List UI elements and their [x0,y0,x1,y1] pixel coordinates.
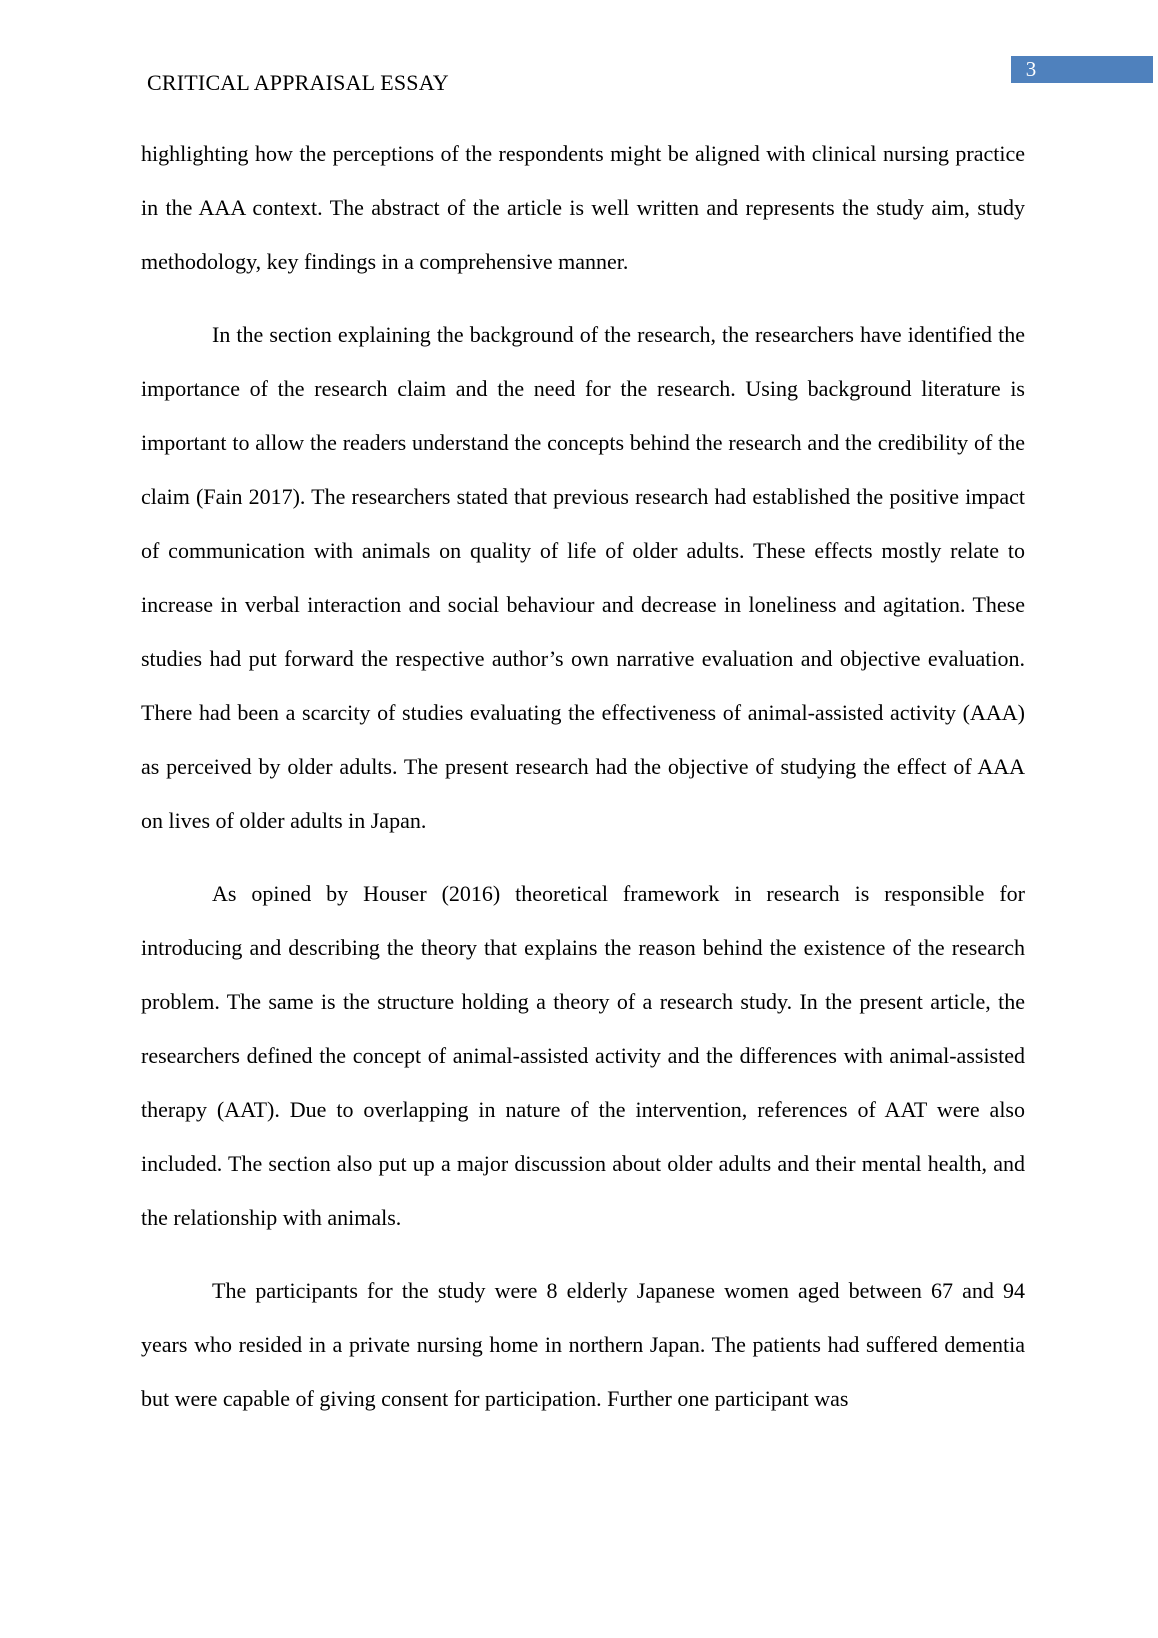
paragraph-participants: The participants for the study were 8 elderly Japanese women aged between 67 and 94 years who resided in a private nursing home in northern Japan. The patients had suffered dementia but were capable of giving consent for participation. Further one participant was [141,1278,1025,1411]
paragraph-background: In the section explaining the background of the research, the researchers have identified the importance of the research claim and the need for the research. Using background literature is important to allow the readers understand the concepts behind the research and the credibility of the claim (Fain 2017). The researchers stated that previous research had established the positive impact of communication with animals on quality of life of older adults. These effects mostly relate to increase in verbal interaction and social behaviour and decrease in loneliness and agitation. These studies had put forward the respective author’s own narrative evaluation and objective evaluation. There had been a scarcity of studies evaluating the effectiveness of animal-assisted activity (AAA) as perceived by older adults. The present research had the objective of studying the effect of AAA on lives of older adults in Japan. [141,322,1025,833]
paragraph-abstract-continuation: highlighting how the perceptions of the respondents might be aligned with clinical nursing practice in the AAA context. The abstract of the article is well written and represents the study aim, study methodology, key findings in a comprehensive manner. [141,141,1025,274]
page-number: 3 [1025,57,1037,81]
paragraph-theoretical-framework: As opined by Houser (2016) theoretical framework in research is responsible for introducing and describing the theory that explains the reason behind the existence of the research problem. The same is the structure holding a theory of a research study. In the present article, the researchers defined the concept of animal-assisted activity and the differences with animal-assisted therapy (AAT). Due to overlapping in nature of the intervention, references of AAT were also included. The section also put up a major discussion about older adults and their mental health, and the relationship with animals. [141,881,1025,1230]
body-text [141,127,1025,1445]
page-number-badge [1011,56,1153,83]
running-head: CRITICAL APPRAISAL ESSAY [147,70,449,95]
